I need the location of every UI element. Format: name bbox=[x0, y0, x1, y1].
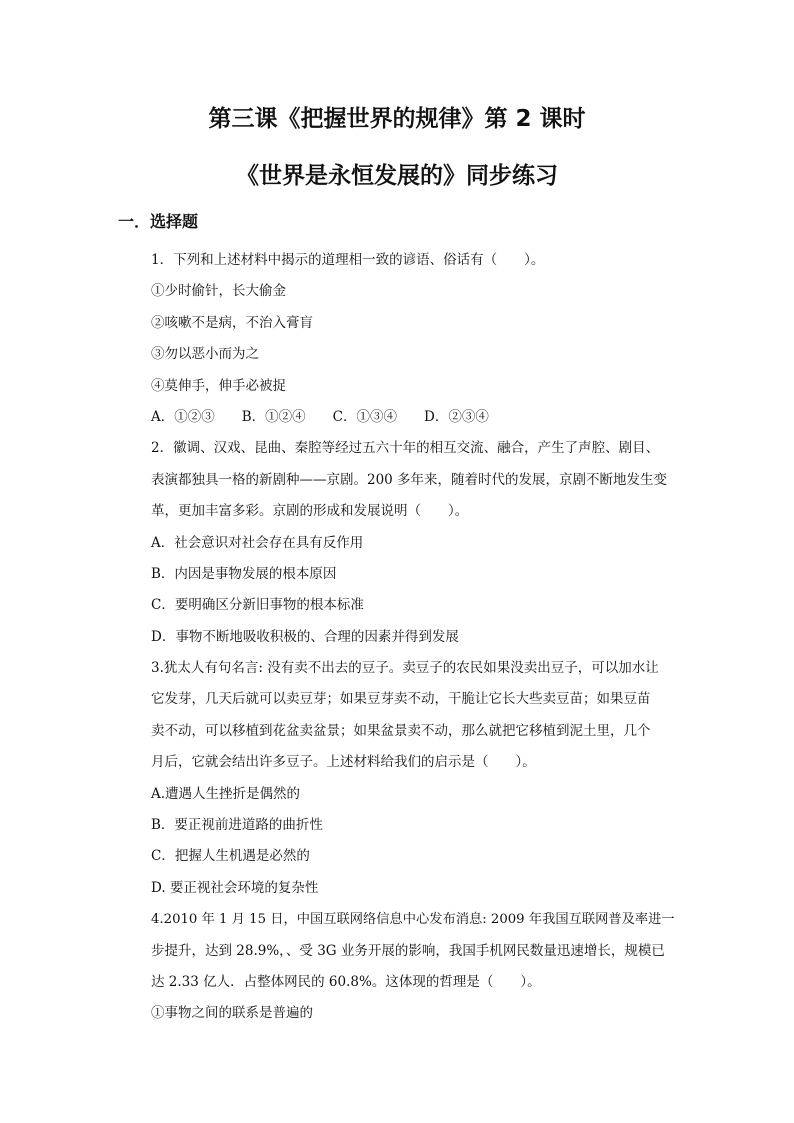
question-3-option: C．把握人生机遇是必然的 bbox=[151, 848, 310, 865]
document-subtitle: 《世界是永恒发展的》同步练习 bbox=[236, 163, 558, 189]
question-3-stem: 卖不动，可以移植到花盆卖盆景；如果盆景卖不动，那么就把它移植到泥土里，几个 bbox=[151, 722, 651, 739]
question-2-stem: 革，更加丰富多彩。京剧的形成和发展说明（ ）。 bbox=[151, 503, 469, 520]
question-4-stem: 步提升，达到 28.9%，、受 3G 业务开展的影响，我国手机网民数量迅速增长，规模已 bbox=[151, 942, 665, 959]
question-4-item: ①事物之间的联系是普遍的 bbox=[151, 1005, 313, 1022]
question-3-option: A.遭遇人生挫折是偶然的 bbox=[151, 785, 301, 802]
question-2-stem: 2．徽调、汉戏、昆曲、秦腔等经过五六十年的相互交流、融合，产生了声腔、剧目、 bbox=[151, 440, 660, 457]
question-3-option: D. 要正视社会环境的复杂性 bbox=[151, 879, 319, 896]
question-2-option: A．社会意识对社会存在具有反作用 bbox=[151, 534, 364, 551]
question-1-item: ③勿以恶小而为之 bbox=[151, 346, 259, 363]
question-1-item: ①少时偷针，长大偷金 bbox=[151, 283, 286, 300]
question-list bbox=[151, 245, 676, 1030]
question-2-option: C．要明确区分新旧事物的根本标准 bbox=[151, 597, 364, 614]
question-1-options: A．①②③ B．①②④ C．①③④ D．②③④ bbox=[151, 408, 489, 425]
question-1-stem: 1．下列和上述材料中揭示的道理相一致的谚语、俗话有（ ）。 bbox=[151, 252, 545, 268]
question-3-stem: 月后，它就会结出许多豆子。上述材料给我们的启示是（ ）。 bbox=[151, 754, 536, 771]
question-4-stem: 达 2.33 亿人．占整体网民的 60.8%。这体现的哲理是（ ）。 bbox=[151, 973, 541, 990]
question-3-stem: 3.犹太人有句名言: 没有卖不出去的豆子。卖豆子的农民如果没卖出豆子，可以加水让 bbox=[151, 660, 659, 677]
question-2-option: D．事物不断地吸收积极的、合理的因素并得到发展 bbox=[151, 628, 459, 645]
document-title: 第三课《把握世界的规律》第 2 课时 bbox=[208, 106, 586, 132]
question-3-stem: 它发芽，几天后就可以卖豆芽；如果豆芽卖不动，干脆让它长大些卖豆苗；如果豆苗 bbox=[151, 691, 651, 708]
question-1-item: ④莫伸手，伸手必被捉 bbox=[151, 377, 286, 394]
question-2-stem: 表演都独具一格的新剧种——京剧。200 多年来，随着时代的发展，京剧不断地发生变 bbox=[151, 471, 668, 488]
question-2-option: B．内因是事物发展的根本原因 bbox=[151, 565, 337, 582]
question-4-stem: 4.2010 年 1 月 15 日，中国互联网络信息中心发布消息: 2009 年我国互联网普及率进一 bbox=[151, 912, 675, 928]
question-3-option: B．要正视前进道路的曲折性 bbox=[151, 817, 323, 834]
section-heading: 一．选择题 bbox=[118, 212, 199, 231]
question-1-item: ②咳嗽不是病，不治入膏肓 bbox=[151, 314, 313, 331]
